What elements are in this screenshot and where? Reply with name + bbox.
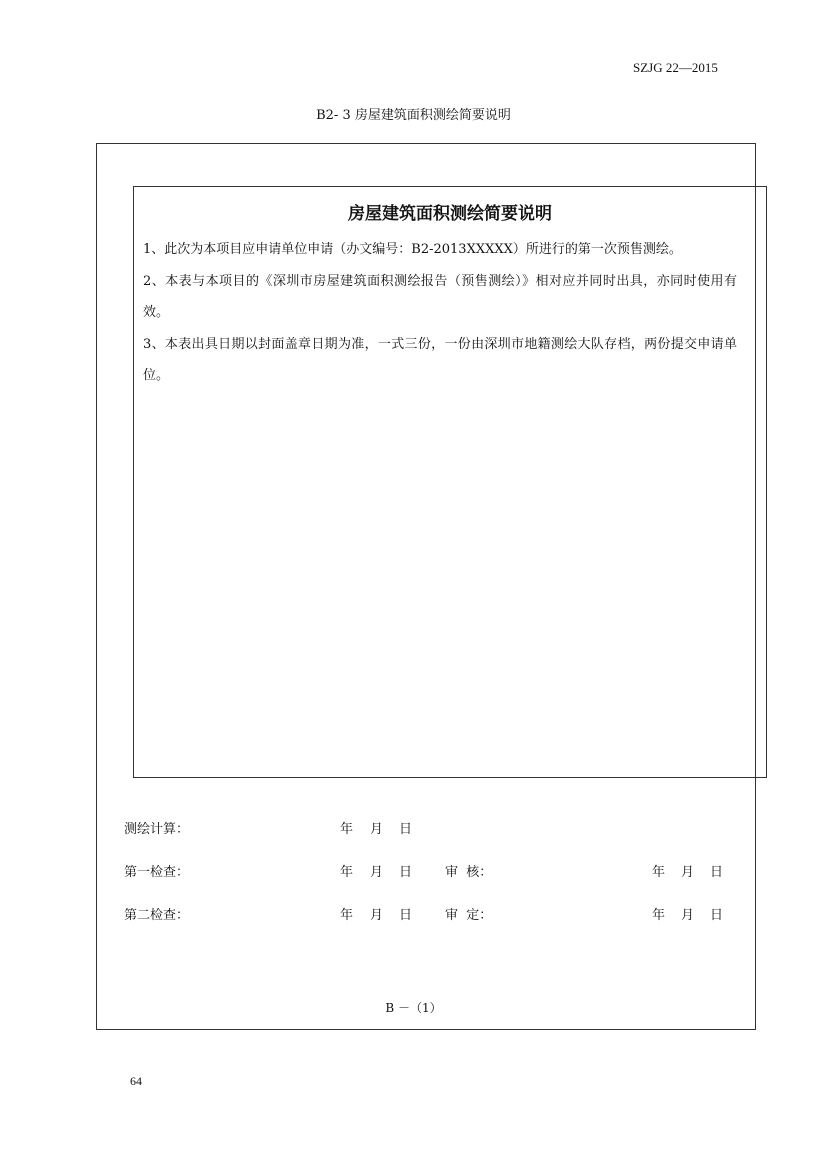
section-title: B2- 3 房屋建筑面积测绘简要说明: [316, 108, 511, 123]
first-check-year: 年: [340, 865, 354, 880]
second-check-month: 月: [370, 908, 384, 923]
notes-list: [143, 234, 737, 392]
first-check-label: 第一检查：: [124, 865, 190, 880]
page-number: 64: [130, 1074, 142, 1088]
second-check-label: 第二检查：: [124, 908, 190, 923]
calc-month: 月: [370, 822, 384, 837]
first-check-month: 月: [370, 865, 384, 880]
standard-code: SZJG 22—2015: [633, 60, 718, 75]
approve-year: 年: [652, 908, 666, 923]
page-code: B －（1）: [385, 1001, 442, 1015]
calc-year: 年: [340, 822, 354, 837]
note-item: 3、本表出具日期以封面盖章日期为准，一式三份，一份由深圳市地籍测绘大队存档，两份提交申请单位。: [143, 336, 737, 383]
form-heading: 房屋建筑面积测绘简要说明: [348, 204, 552, 224]
approve-month: 月: [681, 908, 695, 923]
approve-label: 审 定：: [445, 908, 493, 923]
note-item: 1、此次为本项目应申请单位申请（办文编号：B2-2013XXXXX）所进行的第一次预售测绘。: [143, 242, 682, 257]
note-item: 2、本表与本项目的《深圳市房屋建筑面积测绘报告（预售测绘）》相对应并同时出具，亦同时使用有效。: [143, 273, 737, 320]
review-month: 月: [681, 865, 695, 880]
second-check-day: 日: [399, 908, 413, 923]
review-label: 审 核：: [445, 865, 493, 880]
calc-day: 日: [399, 822, 413, 837]
approve-day: 日: [710, 908, 724, 923]
review-year: 年: [652, 865, 666, 880]
calc-label: 测绘计算：: [124, 822, 190, 837]
first-check-day: 日: [399, 865, 413, 880]
review-day: 日: [710, 865, 724, 880]
second-check-year: 年: [340, 908, 354, 923]
